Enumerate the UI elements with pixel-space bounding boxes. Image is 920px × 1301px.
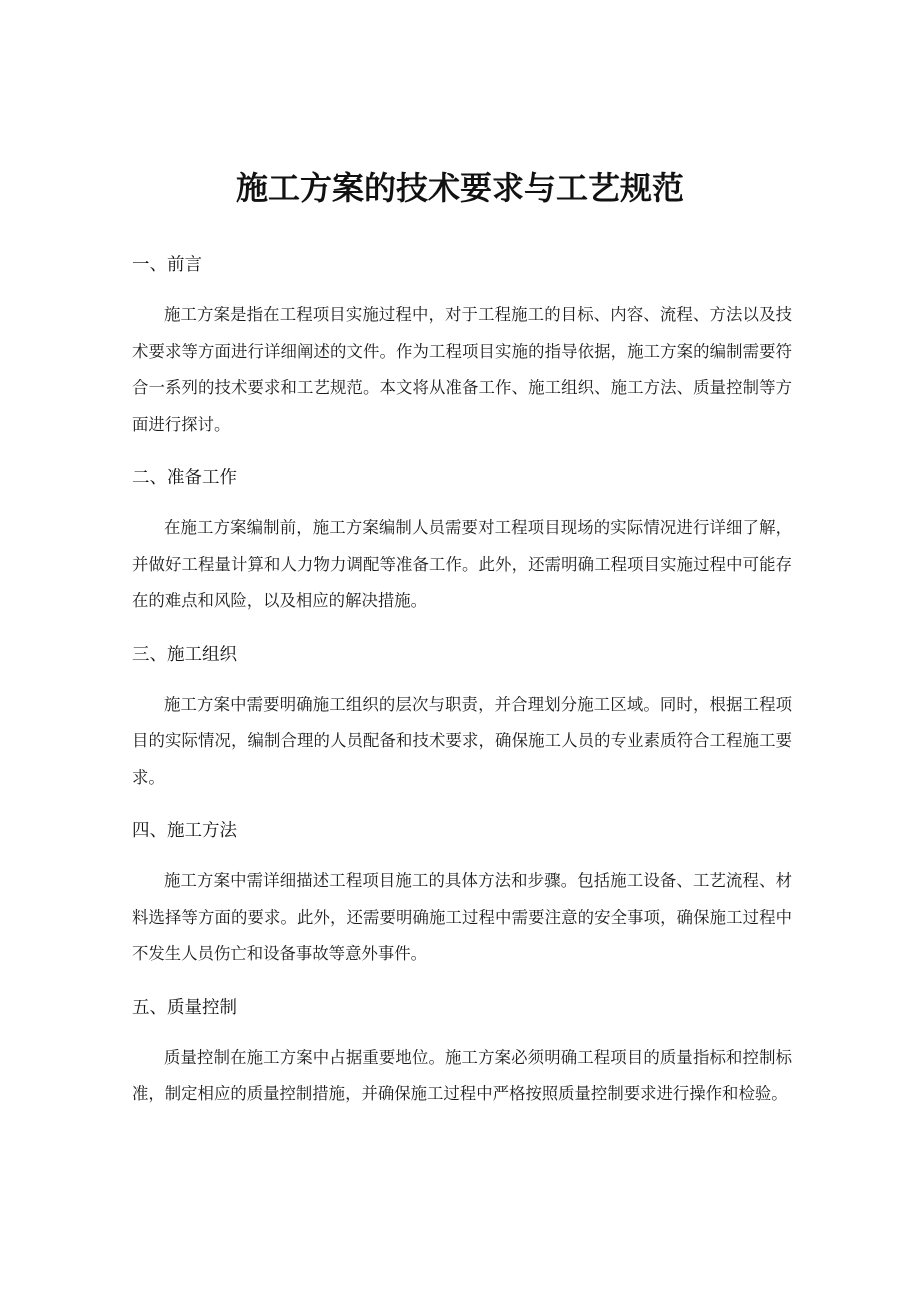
section-organization: [132, 640, 792, 797]
section-paragraph: 施工方案是指在工程项目实施过程中，对于工程施工的目标、内容、流程、方法以及技术要求等方面进行详细阐述的文件。作为工程项目实施的指导依据，施工方案的编制需要符合一系列的技术要求和工艺规范。本文将从准备工作、施工组织、施工方法、质量控制等方面进行探讨。: [132, 305, 792, 434]
section-heading: 二、准备工作: [132, 468, 237, 488]
section-heading: 五、质量控制: [132, 997, 237, 1018]
section-paragraph: 施工方案中需要明确施工组织的层次与职责，并合理划分施工区域。同时，根据工程项目的实际情况，编制合理的人员配备和技术要求，确保施工人员的专业素质符合工程施工要求。: [132, 694, 792, 787]
section-paragraph: 施工方案中需详细描述工程项目施工的具体方法和步骤。包括施工设备、工艺流程、材料选择等方面的要求。此外，还需要明确施工过程中需要注意的安全事项，确保施工过程中不发生人员伤亡和设备事故等意外事件。: [132, 871, 792, 963]
section-paragraph: 质量控制在施工方案中占据重要地位。施工方案必须明确工程项目的质量指标和控制标准，制定相应的质量控制措施，并确保施工过程中严格按照质量控制要求进行操作和检验。: [132, 1047, 792, 1103]
document-body: [132, 250, 792, 1133]
section-preparation: [132, 463, 792, 620]
section-heading: 一、前言: [132, 255, 202, 275]
section-heading: 四、施工方法: [132, 821, 237, 841]
section-methods: [132, 816, 792, 973]
document-title: 施工方案的技术要求与工艺规范: [235, 169, 684, 207]
section-preface: [132, 250, 792, 443]
section-quality-control: [132, 993, 792, 1113]
section-heading: 三、施工组织: [132, 644, 237, 665]
section-paragraph: 在施工方案编制前，施工方案编制人员需要对工程项目现场的实际情况进行详细了解，并做好工程量计算和人力物力调配等准备工作。此外，还需明确工程项目实施过程中可能存在的难点和风险，以及相应的解决措施。: [132, 518, 792, 610]
